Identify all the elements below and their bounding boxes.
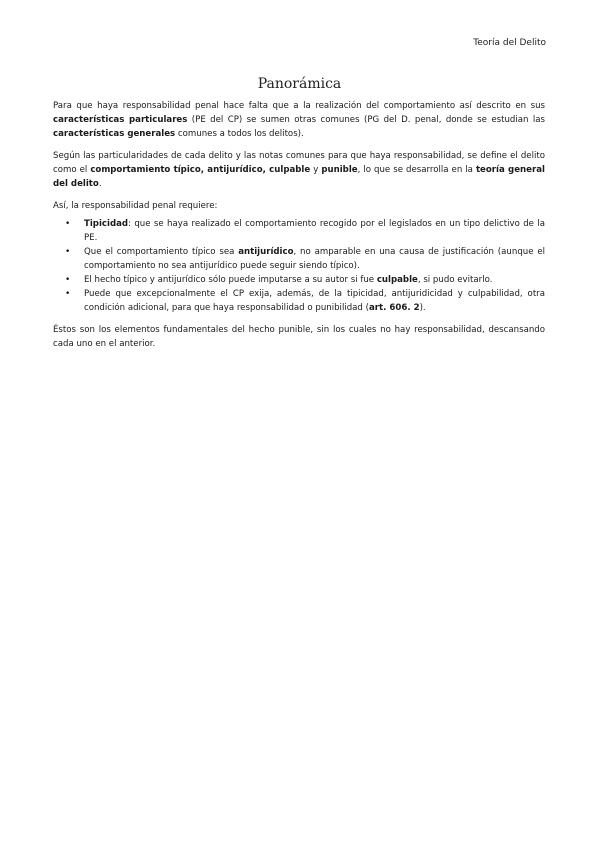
page-title: Panorámica bbox=[257, 76, 342, 92]
list-item-antijuridicidad bbox=[84, 245, 545, 273]
requirements-list bbox=[53, 217, 545, 315]
paragraph-definition bbox=[53, 149, 545, 191]
list-item-tipicidad bbox=[84, 217, 545, 245]
text-span: : que se haya realizado el comportamiento recogido por el legislados en un tipo delictivo de la PE. bbox=[84, 219, 545, 243]
text-span: El hecho típico y antijurídico sólo puede imputarse a su autor si fue bbox=[84, 275, 377, 285]
text-span: comunes a todos los delitos). bbox=[175, 129, 304, 139]
text-span: , lo que se desarrolla en la bbox=[357, 165, 476, 175]
bold-term-tipicidad: Tipicidad bbox=[84, 219, 129, 229]
bold-term-comportamiento: comportamiento típico, antijurídico, culpable bbox=[90, 165, 311, 175]
text-span: (PE del CP) se sumen otras comunes (PG del D. penal, donde se estudian las bbox=[187, 115, 545, 125]
text-span: , si pudo evitarlo. bbox=[417, 275, 493, 285]
bold-term-caracteristicas-particulares: características particulares bbox=[53, 115, 188, 125]
text-span: Que el comportamiento típico sea bbox=[84, 247, 239, 257]
bold-term-antijuridico: antijurídico bbox=[238, 247, 294, 257]
list-item-punibilidad bbox=[84, 287, 545, 315]
document-body bbox=[53, 99, 545, 359]
text-span: y bbox=[310, 165, 322, 175]
text-span: . bbox=[98, 179, 102, 189]
bold-term-articulo: art. 606. 2 bbox=[368, 303, 420, 313]
bold-term-caracteristicas-generales: características generales bbox=[53, 129, 176, 139]
list-item-culpabilidad bbox=[84, 273, 545, 287]
paragraph-requirements-intro: Así, la responsabilidad penal requiere: bbox=[53, 201, 218, 211]
paragraph-conclusion: Éstos son los elementos fundamentales del hecho punible, sin los cuales no hay responsabilidad, descansando cada uno en el anterior. bbox=[53, 325, 545, 349]
paragraph-intro bbox=[53, 99, 545, 141]
bold-term-culpable: culpable bbox=[376, 275, 418, 285]
text-span: Para que haya responsabilidad penal hace falta que a la realización del comportamiento así descrito en sus bbox=[53, 101, 545, 111]
bold-term-punible: punible bbox=[321, 165, 358, 175]
text-span: Puede que excepcionalmente el CP exija, además, de la tipicidad, antijuridicidad y culpabilidad, otra condición adicional, para que haya responsabilidad o punibilidad ( bbox=[84, 289, 545, 313]
text-span: ). bbox=[419, 303, 426, 313]
bold-term-teoria-general: teoría general del delito bbox=[53, 165, 545, 189]
text-span: , no amparable en una causa de justificación (aunque el comportamiento no sea antijurídico puede seguir siendo típico). bbox=[84, 247, 545, 271]
text-span: Según las particularidades de cada delito y las notas comunes para que haya responsabilidad, se define el delito como el bbox=[53, 151, 545, 175]
running-header: Teoría del Delito bbox=[473, 38, 546, 48]
